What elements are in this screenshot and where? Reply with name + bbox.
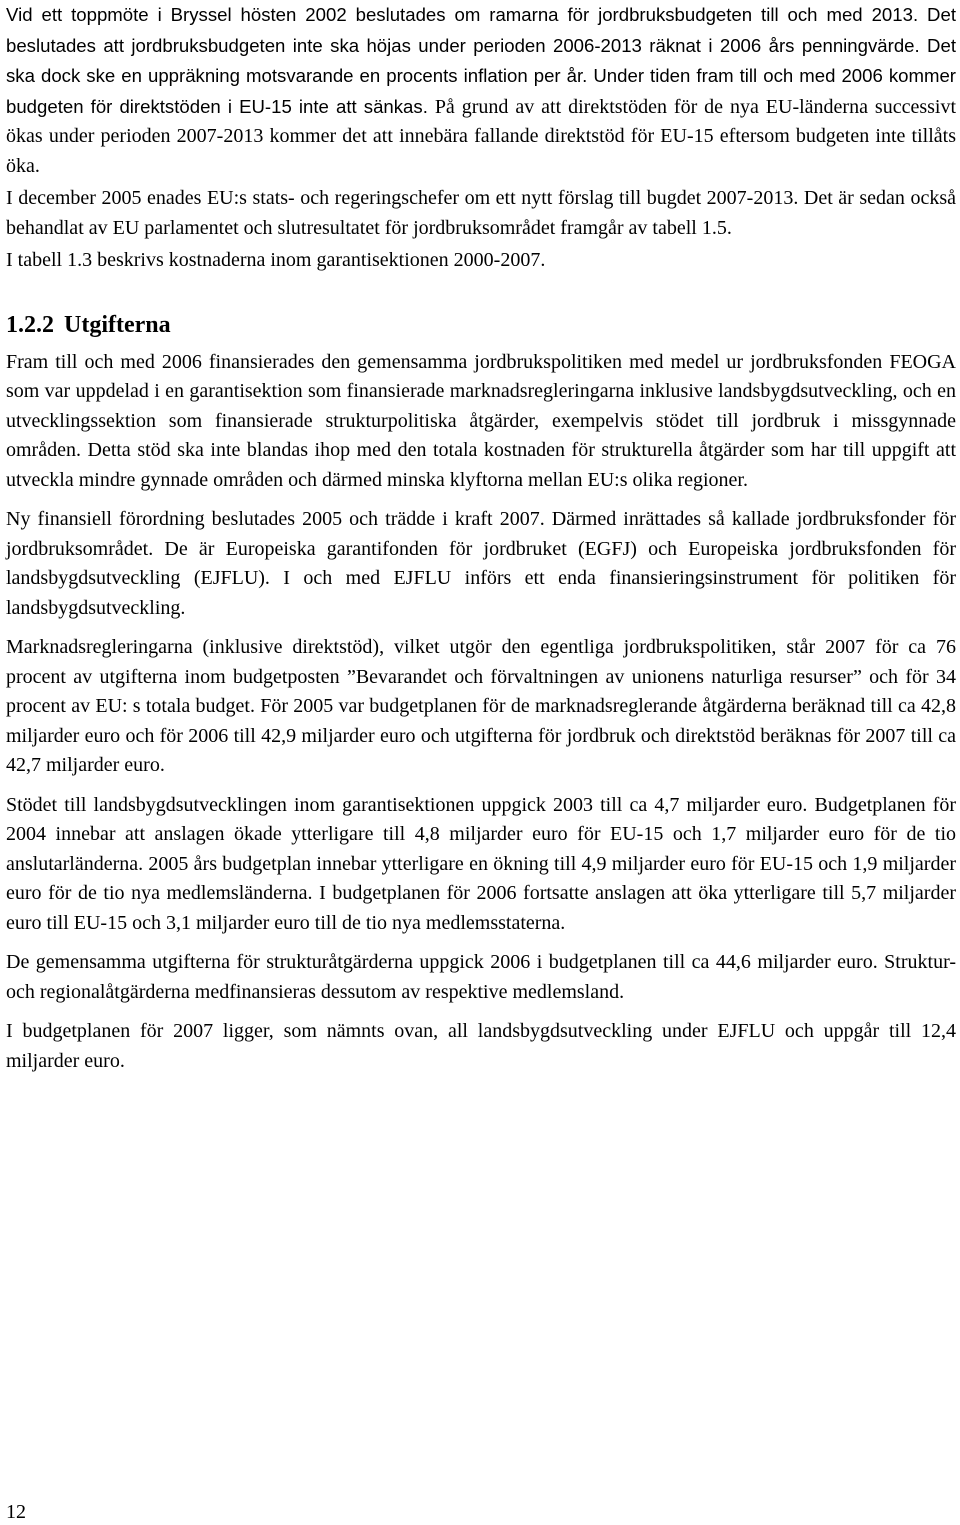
section-heading [6, 310, 956, 340]
page-number: 12 [6, 1501, 26, 1523]
intro-paragraph-3: I tabell 1.3 beskrivs kostnaderna inom garantisektionen 2000-2007. [6, 249, 546, 271]
intro-serif-text: På grund av att direktstöden för de nya EU-länderna successivt ökas under perioden 2007-2013 kommer det att innebära fallande direktstöd för EU-15 eftersom budgeten inte tillåts öka. [6, 95, 957, 177]
section-number: 1.2.2 [6, 311, 54, 338]
section-paragraph: Ny finansiell förordning beslutades 2005 och trädde i kraft 2007. Därmed inrättades så kallade jordbruksfonder för jordbruksområdet. De är Europeiska garantifonden för jordbruket (EGFJ) och Europeiska jordbruksfonden för landsbygdsutveckling (EJFLU). I och med EJFLU införs ett enda finansieringsinstrument för politiken för landsbygdsutveckling. [6, 508, 956, 619]
section-paragraph: I budgetplanen för 2007 ligger, som nämnts ovan, all landsbygdsutveckling under EJFLU och uppgår till 12,4 miljarder euro. [6, 1020, 956, 1072]
intro-paragraph-2: I december 2005 enades EU:s stats- och regeringschefer om ett nytt förslag till bugdet 2007-2013. Det är sedan också behandlat av EU parlamentet och slutresultatet för jordbruksområdet framgår av tabell 1.5. [6, 187, 956, 239]
section-paragraph: Stödet till landsbygdsutvecklingen inom garantisektionen uppgick 2003 till ca 4,7 miljarder euro. Budgetplanen för 2004 innebar att anslagen ökade ytterligare till 4,8 miljarder euro för EU-15 och 1,7 miljarder euro för de tio anslutarländerna. 2005 års budgetplan innebar ytterligare en ökning till 4,9 miljarder euro för EU-15 och 1,9 miljarder euro för de tio nya medlemsländerna. I budgetplanen för 2006 fortsatte anslagen att öka ytterligare till 5,7 miljarder euro till EU-15 och 3,1 miljarder euro till de tio nya medlemsstaterna. [6, 793, 956, 934]
intro-sans-text: Vid ett toppmöte i Bryssel hösten 2002 beslutades om ramarna för jordbruksbudgeten till och med 2013. Det beslutades att jordbruksbudgeten inte ska höjas under perioden 2006-2013 räknat i 2006 års penningvärde. Det ska dock ske en uppräkning motsvarande en procents inflation per år. Under tiden fram till och med 2006 kommer budgeten för direktstöden i EU-15 inte att sänkas. [6, 4, 956, 117]
section-title: Utgifterna [64, 311, 171, 338]
document-page [6, 0, 956, 1086]
section-paragraph: Fram till och med 2006 finansierades den gemensamma jordbrukspolitiken med medel ur jordbruksfonden FEOGA som var uppdelad i en garantisektion som finansierade marknadsregleringarna inklusive landsbygdsutveckling, och en utvecklingssektion som finansierade strukturpolitiska åtgärder, exempelvis stödet till jordbruk i missgynnade områden. Detta stöd ska inte blandas ihop med den totala kostnaden för strukturella åtgärder som har till uppgift att utveckla mindre gynnade områden och därmed minska klyftorna mellan EU:s olika regioner. [6, 350, 956, 491]
intro-paragraph-1 [6, 0, 956, 181]
section-paragraph: Marknadsregleringarna (inklusive direktstöd), vilket utgör den egentliga jordbrukspolitiken, står 2007 för ca 76 procent av utgifterna inom budgetposten ”Bevarandet och förvaltningen av unionens naturliga resurser” och för 34 procent av EU: s totala budget. För 2005 var budgetplanen för de marknadsreglerande åtgärderna beräknad till ca 42,8 miljarder euro och för 2006 till 42,9 miljarder euro och utgifterna för jordbruk och direktstöd beräknas för 2007 till ca 42,7 miljarder euro. [6, 636, 956, 776]
section-paragraph: De gemensamma utgifterna för strukturåtgärderna uppgick 2006 i budgetplanen till ca 44,6 miljarder euro. Struktur- och regionalåtgärderna medfinansieras dessutom av respektive medlemsland. [6, 951, 956, 1003]
